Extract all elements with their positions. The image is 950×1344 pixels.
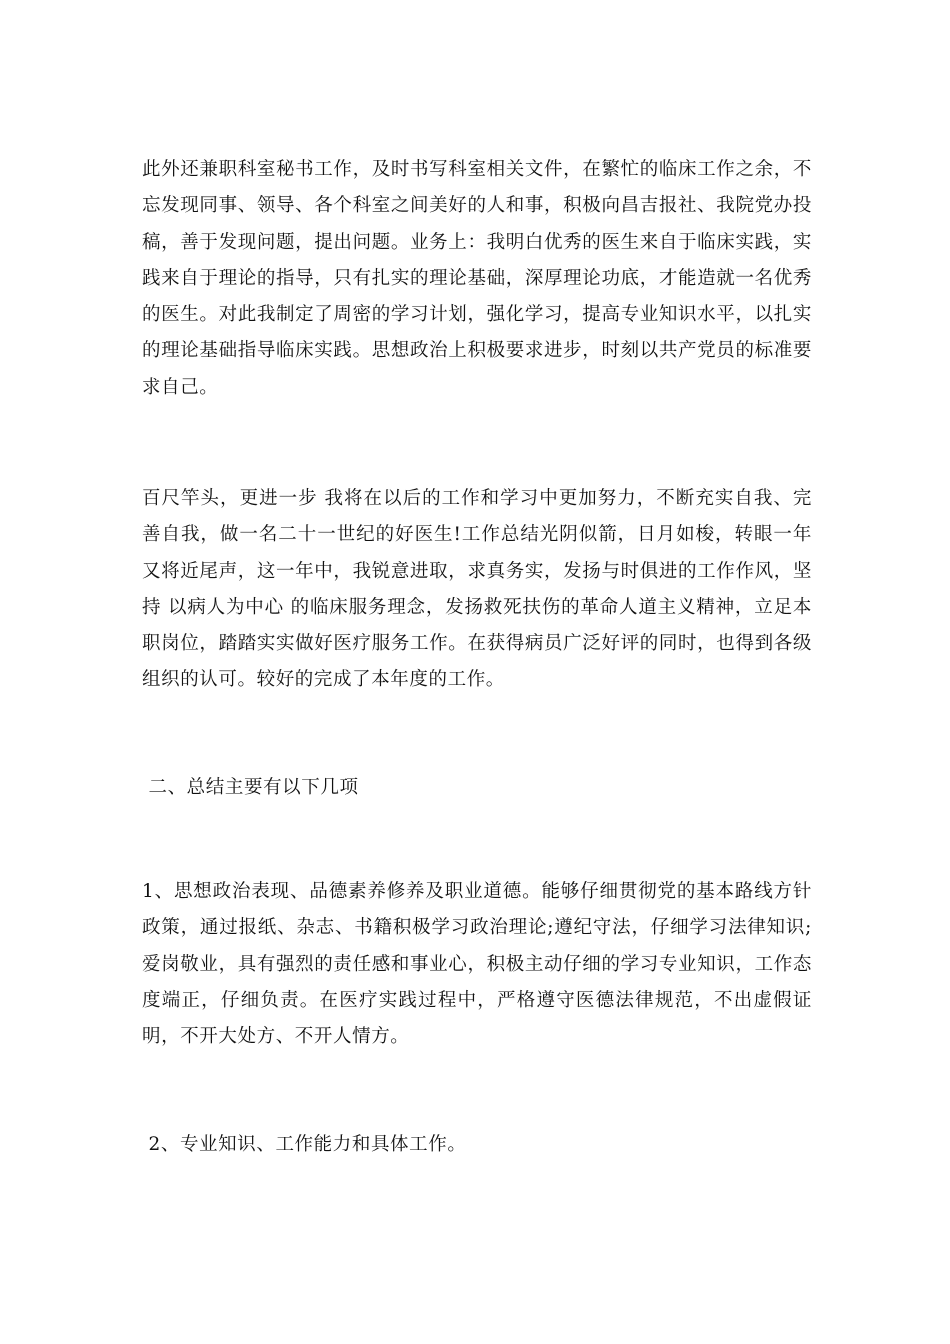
section-heading-professional-knowledge: 2、专业知识、工作能力和具体工作。 <box>142 1134 467 1155</box>
section-heading-summary-items: 二、总结主要有以下几项 <box>142 777 359 798</box>
paragraph-political-ethics: 1、思想政治表现、品德素养修养及职业道德。能够仔细贯彻党的基本路线方针政策，通过报纸、杂志、书籍积极学习政治理论;遵纪守法，仔细学习法律知识;爱岗敬业，具有强烈的责任感和事业心，积极主动仔细的学习专业知识，工作态度端正，仔细负责。在医疗实践过程中，严格遵守医德法律规范，不出虚假证明，不开大处方、不开人情方。 <box>142 881 812 1048</box>
paragraph-secretary-work: 此外还兼职科室秘书工作，及时书写科室相关文件，在繁忙的临床工作之余，不忘发现同事、领导、各个科室之间美好的人和事，积极向昌吉报社、我院党办投稿，善于发现问题，提出问题。业务上：我明白优秀的医生来自于临床实践，实践来自于理论的指导，只有扎实的理论基础，深厚理论功底，才能造就一名优秀的医生。对此我制定了周密的学习计划，强化学习，提高专业知识水平，以扎实的理论基础指导临床实践。思想政治上积极要求进步，时刻以共产党员的标准要求自己。 <box>142 159 812 398</box>
paragraph-year-summary: 百尺竿头，更进一步 我将在以后的工作和学习中更加努力，不断充实自我、完善自我，做一名二十一世纪的好医生!工作总结光阴似箭，日月如梭，转眼一年又将近尾声，这一年中，我锐意进取，求真务实，发扬与时俱进的工作作风，坚持 以病人为中心 的临床服务理念，发扬救死扶伤的革命人道主义精神，立足本职岗位，踏踏实实做好医疗服务工作。在获得病员广泛好评的同时，也得到各级组织的认可。较好的完成了本年度的工作。 <box>142 488 812 691</box>
